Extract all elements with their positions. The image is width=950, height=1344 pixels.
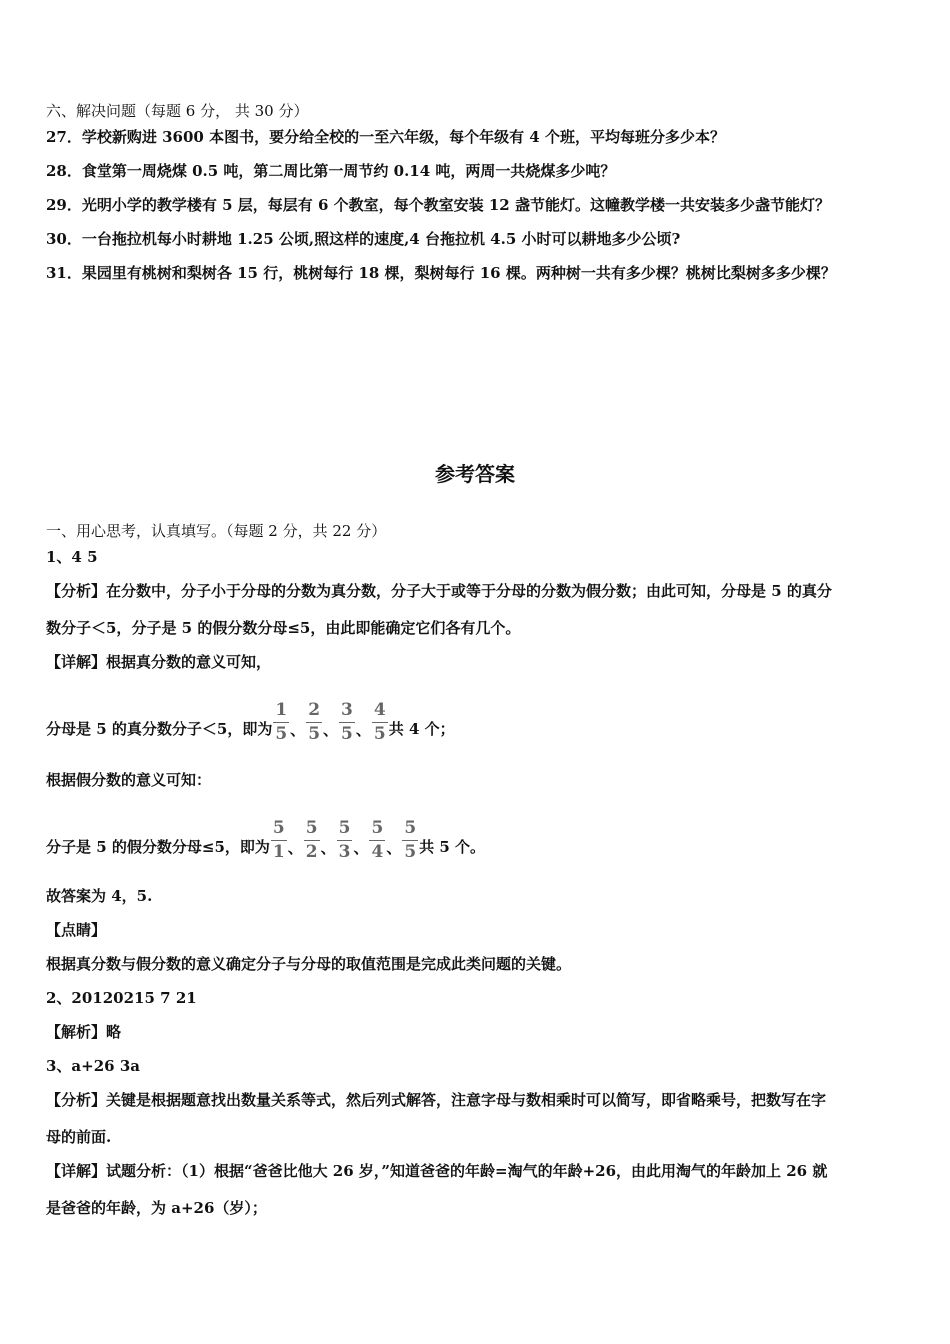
answer-1-point: 根据真分数与假分数的意义确定分子与分母的取值范围是完成此类问题的关键。 [46, 955, 572, 973]
improper-prefix: 分子是 5 的假分数分母≤5，即为 [46, 838, 270, 856]
fraction-denominator: 1 [272, 842, 285, 862]
fraction [402, 819, 418, 861]
fraction-bar [339, 722, 355, 723]
fraction-numerator: 5 [272, 818, 285, 838]
fraction [372, 701, 388, 743]
fraction-denominator: 5 [373, 724, 386, 744]
answer-1-detail-label: 【详解】根据真分数的意义可知， [46, 653, 272, 671]
fraction-bar [337, 840, 353, 841]
fraction-numerator: 5 [305, 818, 318, 838]
fraction-numerator: 5 [404, 818, 417, 838]
fraction-separator: 、 [320, 839, 336, 857]
question-30: 30．一台拖拉机每小时耕地 1.25 公顷,照这样的速度,4 台拖拉机 4.5 小时可以耕地多少公顷? [46, 230, 681, 248]
fraction-denominator: 5 [308, 724, 321, 744]
fraction-numerator: 4 [373, 700, 386, 720]
answer-1-proper-line [46, 700, 455, 751]
question-28: 28．食堂第一周烧煤 0.5 吨，第二周比第一周节约 0.14 吨，两周一共烧煤多少吨？ [46, 162, 616, 180]
answer-3-analysis-line2: 母的前面. [46, 1128, 112, 1146]
answer-1-point-label: 【点睛】 [46, 921, 107, 939]
fraction [304, 819, 320, 861]
answer-1-improper-intro: 根据假分数的意义可知： [46, 771, 212, 789]
proper-prefix: 分母是 5 的真分数分子＜5，即为 [46, 720, 273, 738]
improper-suffix: 共 5 个。 [419, 838, 486, 856]
fraction [306, 701, 322, 743]
fraction-denominator: 5 [341, 724, 353, 744]
fraction-separator: 、 [386, 839, 402, 857]
fraction-denominator: 3 [338, 842, 351, 862]
answer-3-analysis-line1: 【分析】关键是根据题意找出数量关系等式，然后列式解答，注意字母与数相乘时可以简写，即省略乘号，把数写在字 [46, 1091, 827, 1109]
fraction [273, 701, 289, 743]
fraction-denominator: 2 [305, 842, 318, 862]
proper-suffix: 共 4 个； [388, 720, 455, 738]
improper-fraction-list [270, 818, 419, 862]
answers-title: 参考答案 [435, 462, 515, 486]
fraction-denominator: 5 [275, 724, 288, 744]
fraction [339, 701, 355, 743]
fraction-bar [372, 722, 388, 723]
fraction-denominator: 5 [404, 842, 417, 862]
answers-section1-header: 一、用心思考，认真填写。（每题 2 分，共 22 分） [46, 522, 387, 540]
fraction [369, 819, 385, 861]
fraction-separator: 、 [353, 839, 369, 857]
answer-1-improper-line [46, 818, 486, 869]
answer-3-detail-line2: 是爸爸的年龄，为 a+26（岁）； [46, 1199, 267, 1217]
question-29: 29．光明小学的教学楼有 5 层，每层有 6 个教室，每个教室安装 12 盏节能灯。这幢教学楼一共安装多少盏节能灯？ [46, 196, 830, 214]
answer-3: 3、a+26 3a [46, 1057, 140, 1075]
fraction-numerator: 3 [341, 700, 353, 720]
answer-1-analysis-line2: 数分子＜5，分子是 5 的假分数分母≤5，由此即能确定它们各有几个。 [46, 619, 521, 637]
question-31: 31．果园里有桃树和梨树各 15 行，桃树每行 18 棵，梨树每行 16 棵。两种树一共有多少棵？桃树比梨树多多少棵？ [46, 264, 836, 282]
fraction-bar [271, 840, 287, 841]
section-header: 六、解决问题（每题 6 分， 共 30 分） [46, 102, 309, 120]
fraction-bar [304, 840, 320, 841]
question-27: 27．学校新购进 3600 本图书，要分给全校的一至六年级，每个年级有 4 个班，平均每班分多少本？ [46, 128, 725, 146]
fraction-denominator: 4 [371, 842, 384, 862]
fraction-bar [306, 722, 322, 723]
fraction-bar [402, 840, 418, 841]
fraction-separator: 、 [355, 721, 371, 739]
fraction-separator: 、 [323, 721, 339, 739]
answer-1-conclusion: 故答案为 4，5. [46, 887, 153, 905]
answer-3-detail-line1: 【详解】试题分析：（1）根据“爸爸比他大 26 岁，”知道爸爸的年龄=淘气的年龄+26，由此用淘气的年龄加上 26 就 [46, 1162, 828, 1180]
fraction-separator: 、 [287, 839, 303, 857]
answer-1: 1、4 5 [46, 548, 98, 566]
answer-2-analysis: 【解析】略 [46, 1023, 122, 1041]
fraction-bar [369, 840, 385, 841]
fraction-numerator: 5 [371, 818, 384, 838]
fraction-numerator: 1 [275, 700, 288, 720]
fraction [337, 819, 353, 861]
fraction-separator: 、 [290, 721, 306, 739]
answer-2: 2、20120215 7 21 [46, 989, 197, 1007]
proper-fraction-list [272, 700, 388, 744]
fraction [271, 819, 287, 861]
answer-1-analysis-line1: 【分析】在分数中，分子小于分母的分数为真分数，分子大于或等于分母的分数为假分数；由此可知，分母是 5 的真分 [46, 582, 832, 600]
fraction-numerator: 5 [338, 818, 351, 838]
fraction-numerator: 2 [308, 700, 321, 720]
fraction-bar [273, 722, 289, 723]
